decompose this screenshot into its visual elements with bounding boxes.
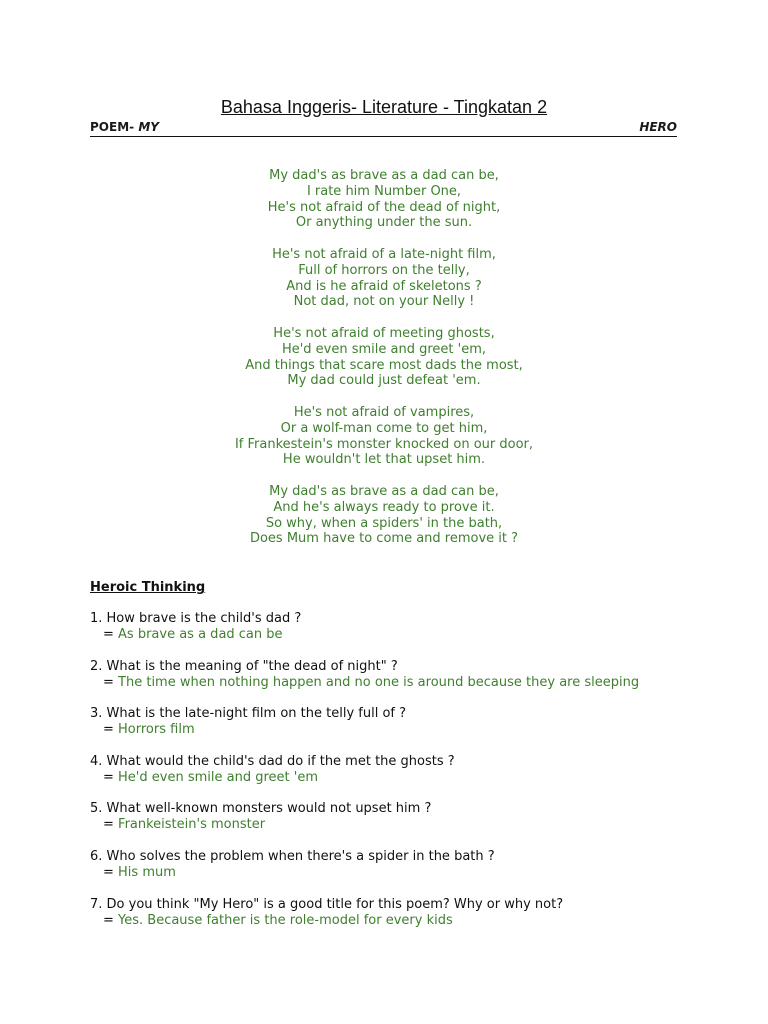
poem-line: If Frankestein's monster knocked on our door,: [234, 436, 534, 452]
answer-text: Frankeistein's monster: [118, 817, 266, 833]
answer-line: [90, 627, 730, 643]
poem-line: My dad's as brave as a dad can be,: [269, 483, 499, 499]
poem-stanza: [0, 484, 768, 547]
question-text: 1. How brave is the child's dad ?: [90, 611, 302, 626]
answer-line: [90, 913, 730, 929]
poem-line: My dad could just defeat 'em.: [287, 373, 481, 389]
poem-line: He's not afraid of vampires,: [293, 404, 475, 420]
poem-label: POEM-: [90, 120, 135, 134]
answer-equals-sign: =: [103, 627, 119, 642]
poem-line: He's not afraid of the dead of night,: [267, 199, 501, 215]
poem-line: And is he afraid of skeletons ?: [286, 278, 482, 294]
answer-equals-sign: =: [103, 769, 119, 785]
question-item: [90, 659, 730, 707]
poem-line: Not dad, not on your Nelly !: [293, 294, 475, 310]
question-item: [90, 849, 730, 897]
question-text: 2. What is the meaning of "the dead of night" ?: [90, 658, 398, 674]
question-text: 6. Who solves the problem when there's a spider in the bath ?: [90, 848, 495, 864]
document-title: Bahasa Inggeris- Literature - Tingkatan 2: [220, 97, 548, 117]
poem-line: Or anything under the sun.: [295, 215, 473, 231]
answer-equals-sign: =: [103, 722, 119, 738]
poem-title-second-word: HERO: [639, 120, 677, 134]
answer-text: Yes. Because father is the role-model for every kids: [118, 912, 453, 928]
poem-line: I rate him Number One,: [306, 183, 462, 199]
question-text: 4. What would the child's dad do if the met the ghosts ?: [90, 753, 455, 769]
poem-stanza: [0, 405, 768, 468]
poem-line: Or a wolf-man come to get him,: [280, 420, 488, 436]
poem-stanza: [0, 326, 768, 389]
answer-equals-sign: =: [103, 912, 119, 928]
poem-line: Does Mum have to come and remove it ?: [249, 531, 519, 547]
section-heading: Heroic Thinking: [90, 580, 206, 595]
poem-body: [0, 168, 768, 563]
poem-line: My dad's as brave as a dad can be,: [269, 168, 499, 183]
poem-line: He'd even smile and greet 'em,: [281, 341, 487, 357]
question-item: [90, 897, 730, 945]
answer-line: [90, 722, 730, 738]
question-item: [90, 754, 730, 802]
poem-stanza: [0, 247, 768, 310]
question-item: [90, 801, 730, 849]
answer-line: [90, 865, 730, 881]
question-text: 7. Do you think "My Hero" is a good title for this poem? Why or why not?: [90, 896, 564, 912]
poem-line: So why, when a spiders' in the bath,: [265, 515, 503, 531]
poem-title-line: [90, 120, 677, 137]
answer-equals-sign: =: [103, 817, 119, 833]
question-list: [90, 611, 730, 944]
poem-line: He wouldn't let that upset him.: [282, 452, 486, 468]
answer-line: [90, 817, 730, 833]
poem-line: He's not afraid of meeting ghosts,: [273, 325, 495, 341]
answer-text: Horrors film: [118, 722, 195, 738]
poem-line: Full of horrors on the telly,: [298, 262, 470, 278]
answer-equals-sign: =: [103, 674, 119, 690]
poem-line: And he's always ready to prove it.: [273, 499, 495, 515]
answer-line: [90, 675, 730, 691]
poem-title-left: [90, 120, 159, 134]
question-text: 3. What is the late-night film on the telly full of ?: [90, 706, 407, 722]
answer-text: As brave as a dad can be: [118, 627, 283, 642]
question-item: [90, 706, 730, 754]
poem-title-first-word: MY: [138, 120, 159, 134]
poem-line: And things that scare most dads the most,: [245, 357, 523, 373]
poem-stanza: [0, 168, 768, 231]
answer-equals-sign: =: [103, 864, 119, 880]
poem-line: He's not afraid of a late-night film,: [272, 246, 496, 262]
answer-text: His mum: [118, 864, 176, 880]
question-item: [90, 611, 730, 659]
question-text: 5. What well-known monsters would not upset him ?: [90, 801, 432, 817]
answer-text: He'd even smile and greet 'em: [118, 769, 318, 785]
answer-line: [90, 770, 730, 786]
answer-text: The time when nothing happen and no one is around because they are sleeping: [118, 674, 640, 690]
